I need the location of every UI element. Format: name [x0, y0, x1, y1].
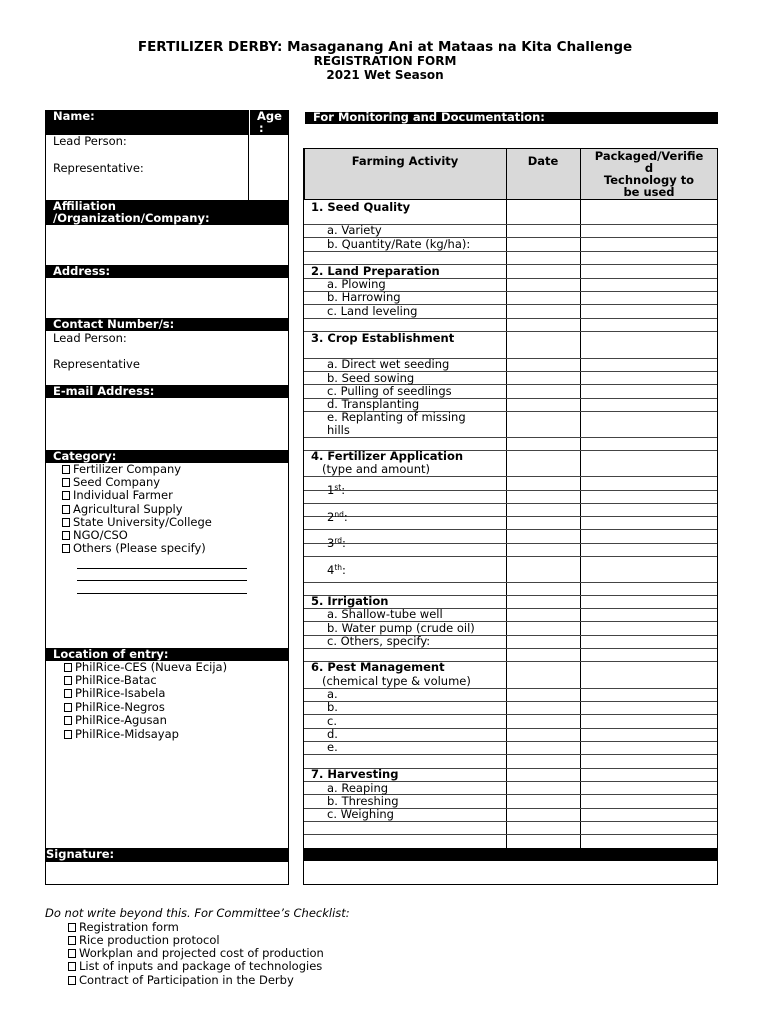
row-application-3rd: 3rd: [327, 536, 346, 550]
monitoring-label: For Monitoring and Documentation: [305, 112, 718, 124]
row-others-specify: c. Others, specify: [327, 634, 431, 648]
checklist-workplan[interactable]: Workplan and projected cost of production [68, 947, 324, 960]
table-row-line [304, 741, 717, 742]
row-plowing: a. Plowing [327, 277, 386, 291]
lead-person-label: Lead Person: [53, 134, 127, 148]
category-fertilizer-company[interactable]: Fertilizer Company [62, 463, 181, 476]
contact-rep-label: Representative [53, 357, 140, 371]
section-pest-management: 6. Pest Management [311, 660, 445, 674]
category-state-university[interactable]: State University/College [62, 516, 212, 529]
checklist-contract[interactable]: Contract of Participation in the Derby [68, 974, 294, 987]
location-label: Location of entry: [45, 648, 289, 661]
checkbox-icon [62, 531, 70, 540]
table-row-line [304, 556, 717, 557]
row-land-leveling: c. Land leveling [327, 304, 418, 318]
row-type-amount: (type and amount) [322, 462, 430, 476]
category-ngo-cso[interactable]: NGO/CSO [62, 529, 128, 542]
table-row-line [304, 648, 717, 649]
category-label: Category: [45, 450, 289, 463]
row-water-pump: b. Water pump (crude oil) [327, 621, 475, 635]
checkbox-icon [64, 716, 72, 725]
table-row-line [304, 582, 717, 583]
row-application-4th: 4th: [327, 563, 346, 577]
others-specify-line[interactable] [77, 580, 247, 581]
checkbox-icon [62, 505, 70, 514]
section-crop-establishment: 3. Crop Establishment [311, 331, 455, 345]
checkbox-icon [64, 703, 72, 712]
table-row-line [304, 714, 717, 715]
checklist-registration-form[interactable]: Registration form [68, 921, 179, 934]
location-agusan[interactable]: PhilRice-Agusan [64, 714, 167, 727]
category-agricultural-supply[interactable]: Agricultural Supply [62, 503, 183, 516]
table-footer-bar [304, 848, 718, 861]
checkbox-icon [68, 962, 76, 971]
row-weighing: c. Weighing [327, 807, 394, 821]
section-irrigation: 5. Irrigation [311, 594, 389, 608]
location-batac[interactable]: PhilRice-Batac [64, 674, 157, 687]
location-isabela[interactable]: PhilRice-Isabela [64, 687, 165, 700]
col-technology: Packaged/Verifie d Technology to be used [594, 149, 704, 199]
table-row-line [304, 476, 717, 477]
checkbox-icon [68, 936, 76, 945]
form-subtitle: REGISTRATION FORM [313, 54, 457, 68]
location-ces[interactable]: PhilRice-CES (Nueva Ecija) [64, 661, 227, 674]
table-row-line [304, 688, 717, 689]
row-pulling-seedlings: c. Pulling of seedlings [327, 384, 452, 398]
table-row-line [304, 728, 717, 729]
checkbox-icon [62, 478, 70, 487]
form-title: FERTILIZER DERBY: Masaganang Ani at Mataas na Kita Challenge [137, 39, 633, 55]
address-field[interactable] [46, 278, 288, 318]
row-application-2nd: 2nd: [327, 510, 348, 524]
category-others[interactable]: Others (Please specify) [62, 542, 206, 555]
affiliation-label: Affiliation /Organization/Company: [45, 200, 289, 225]
row-transplanting: d. Transplanting [327, 397, 420, 411]
table-row-line [304, 516, 717, 517]
table-row-line [304, 437, 717, 438]
table-row-line [304, 529, 717, 530]
section-seed-quality: 1. Seed Quality [311, 200, 411, 214]
representative-label: Representative: [53, 161, 144, 175]
address-label: Address: [45, 265, 289, 278]
table-row-line [304, 490, 717, 491]
signature-label: Signature: [45, 848, 289, 861]
form-season: 2021 Wet Season [326, 68, 444, 82]
section-harvesting: 7. Harvesting [311, 767, 399, 781]
row-pest-c: c. [327, 714, 337, 728]
checkbox-icon [68, 949, 76, 958]
section-land-preparation: 2. Land Preparation [311, 264, 440, 278]
table-row-line [304, 701, 717, 702]
table-row-line [304, 834, 717, 835]
signature-field[interactable] [46, 862, 288, 884]
col-farming-activity: Farming Activity [351, 154, 459, 168]
section-fertilizer-application: 4. Fertilizer Application [311, 449, 464, 463]
checkbox-icon [62, 544, 70, 553]
table-row-line [304, 251, 717, 252]
table-row-line [304, 543, 717, 544]
email-field[interactable] [46, 398, 288, 450]
others-specify-line[interactable] [77, 568, 247, 569]
checkbox-icon [64, 663, 72, 672]
row-quantity-rate: b. Quantity/Rate (kg/ha): [327, 237, 471, 251]
row-harrowing: b. Harrowing [327, 290, 401, 304]
checklist-inputs-list[interactable]: List of inputs and package of technologies [68, 960, 322, 973]
table-row-line [304, 503, 717, 504]
row-chemical-type: (chemical type & volume) [322, 674, 471, 688]
col-date: Date [527, 154, 559, 168]
table-row-line [304, 754, 717, 755]
row-replanting: e. Replanting of missing hills [327, 410, 466, 437]
age-label: Age : [250, 110, 289, 135]
row-threshing: b. Threshing [327, 794, 399, 808]
row-pest-b: b. [327, 700, 338, 714]
location-negros[interactable]: PhilRice-Negros [64, 701, 165, 714]
checkbox-icon [62, 465, 70, 474]
checkbox-icon [62, 491, 70, 500]
category-individual-farmer[interactable]: Individual Farmer [62, 489, 173, 502]
checkbox-icon [64, 730, 72, 739]
affiliation-field[interactable] [46, 225, 288, 265]
contact-label: Contact Number/s: [45, 318, 289, 331]
row-shallow-tube-well: a. Shallow-tube well [327, 607, 443, 621]
row-seed-sowing: b. Seed sowing [327, 371, 415, 385]
checkbox-icon [68, 923, 76, 932]
checkbox-icon [68, 976, 76, 985]
row-application-1st: 1st: [327, 483, 346, 497]
checkbox-icon [62, 518, 70, 527]
name-label: Name: [45, 110, 248, 135]
checklist-note: Do not write beyond this. For Committee’s Checklist: [45, 906, 350, 920]
row-pest-e: e. [327, 740, 338, 754]
checkbox-icon [64, 689, 72, 698]
contact-lead-label: Lead Person: [53, 331, 127, 345]
row-direct-wet-seeding: a. Direct wet seeding [327, 357, 450, 371]
checklist-production-protocol[interactable]: Rice production protocol [68, 934, 220, 947]
category-seed-company[interactable]: Seed Company [62, 476, 160, 489]
checkbox-icon [64, 676, 72, 685]
table-row-line [304, 821, 717, 822]
row-variety: a. Variety [327, 223, 382, 237]
location-midsayap[interactable]: PhilRice-Midsayap [64, 728, 179, 741]
row-pest-d: d. [327, 727, 338, 741]
table-row-line [304, 318, 717, 319]
others-specify-line[interactable] [77, 593, 247, 594]
row-reaping: a. Reaping [327, 781, 389, 795]
email-label: E-mail Address: [45, 385, 289, 398]
row-pest-a: a. [327, 687, 338, 701]
